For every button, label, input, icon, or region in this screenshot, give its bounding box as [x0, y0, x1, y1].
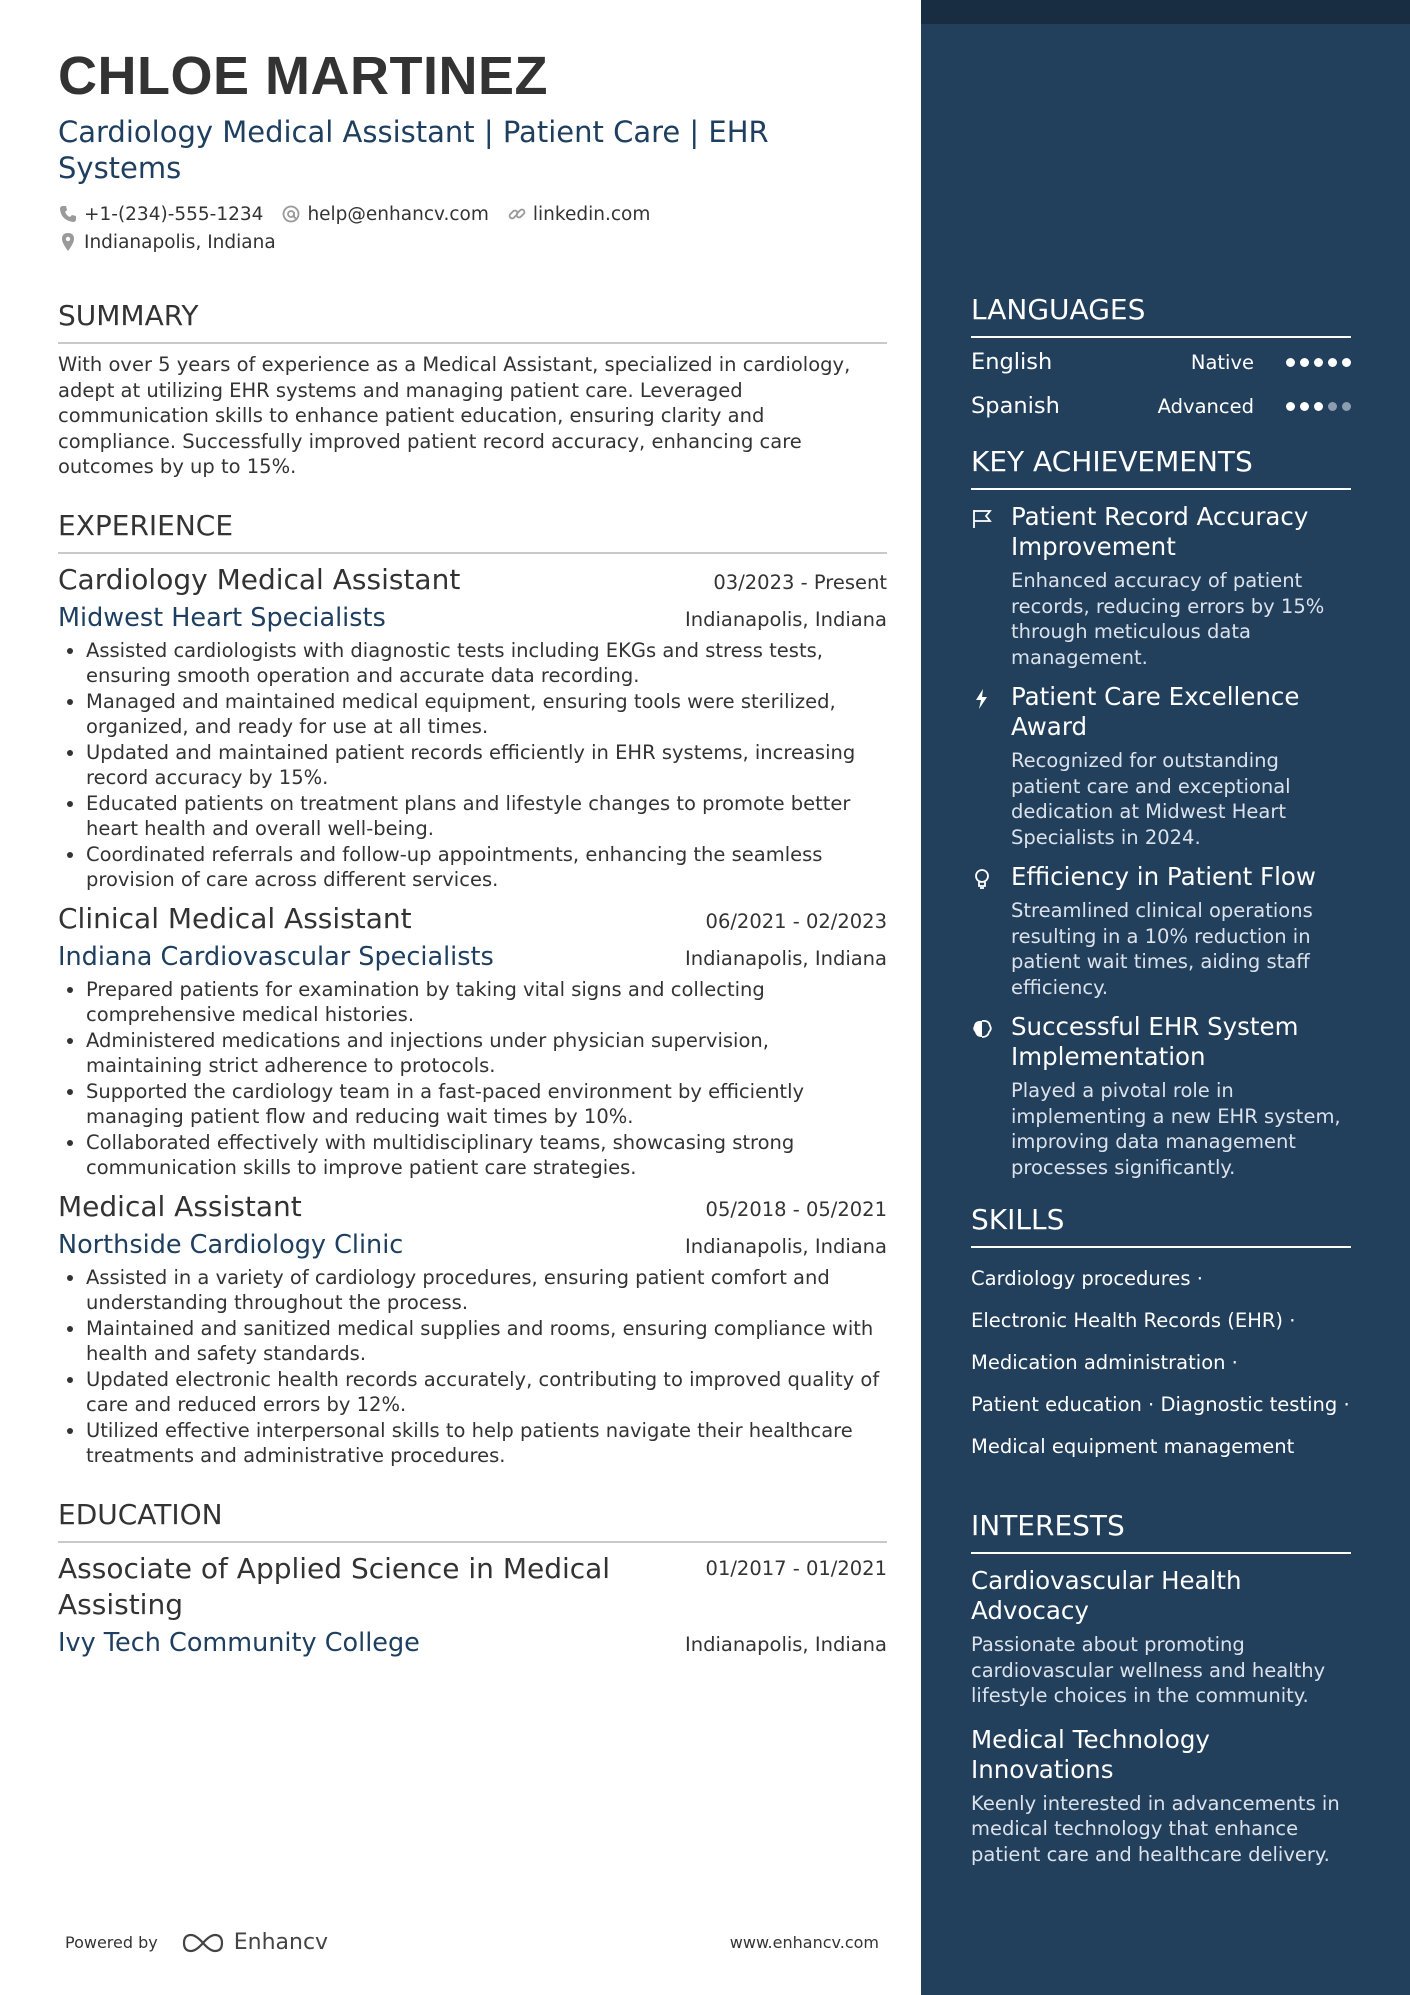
link-icon: [507, 204, 527, 224]
achievement-item: [971, 682, 1351, 850]
language-level: Native: [1190, 350, 1254, 374]
achievement-desc: Recognized for outstanding patient care and exceptional dedication at Midwest Heart Specialists in 2024.: [1011, 749, 1291, 849]
school-name: Ivy Tech Community College: [58, 1627, 420, 1658]
achievement-title: Patient Care Excellence Award: [1011, 682, 1300, 741]
job-entry: [58, 562, 887, 893]
achievement-desc: Streamlined clinical operations resulting in a 10% reduction in patient wait times, aiding staff efficiency.: [1011, 899, 1313, 999]
achievements-title: KEY ACHIEVEMENTS: [971, 444, 1351, 490]
interest-title: Medical Technology Innovations: [971, 1724, 1210, 1784]
rating-dot: [1300, 402, 1309, 411]
candidate-name: CHLOE MARTINEZ: [58, 46, 548, 106]
language-rating: [1286, 358, 1351, 367]
experience-title: EXPERIENCE: [58, 508, 887, 554]
skill-line: Cardiology procedures ·: [971, 1267, 1203, 1290]
bullet-item: • Assisted cardiologists with diagnostic tests including EKGs and stress tests, ensuring smooth operation and accurate data recording.: [86, 638, 887, 689]
rating-dot: [1328, 402, 1337, 411]
location-text: Indianapolis, Indiana: [84, 231, 276, 253]
education-dates: 01/2017 - 01/2021: [705, 1556, 887, 1580]
lightning-icon: [971, 688, 993, 710]
flag-icon: [971, 508, 993, 530]
achievement-item: [971, 1012, 1351, 1180]
language-level: Advanced: [1157, 394, 1254, 418]
sidebar-content: [971, 292, 1351, 1867]
skills-list: [971, 1258, 1351, 1468]
education-title: EDUCATION: [58, 1497, 887, 1543]
bullet-item: • Updated electronic health records accurately, contributing to improved quality of care and reduced errors by 12%.: [86, 1367, 887, 1418]
bullet-item: • Educated patients on treatment plans and lifestyle changes to promote better heart health and overall well-being.: [86, 791, 887, 842]
at-icon: [281, 204, 301, 224]
skill-line: Patient education · Diagnostic testing ·: [971, 1393, 1350, 1416]
language-row: [971, 384, 1351, 428]
email-contact[interactable]: [281, 204, 488, 225]
job-location: Indianapolis, Indiana: [684, 1234, 887, 1258]
bullet-item: • Updated and maintained patient records efficiently in EHR systems, increasing record accuracy by 15%.: [86, 740, 887, 791]
rating-dot: [1314, 358, 1323, 367]
summary-text: With over 5 years of experience as a Medical Assistant, specialized in cardiology, adept at utilizing EHR systems and managing patient care. Leveraged communication skills to enhance patient education, ensuring clarity and compliance. Successfully improved patient record accuracy, enhancing care outcomes by up to 15%.: [58, 353, 851, 478]
language-name: Spanish: [971, 393, 1060, 419]
rating-dot: [1328, 358, 1337, 367]
interest-desc: Keenly interested in advancements in medical technology that enhance patient care and healthcare delivery.: [971, 1791, 1340, 1866]
bullet-item: • Coordinated referrals and follow-up appointments, enhancing the seamless provision of care across different services.: [86, 842, 887, 893]
skill-line: Medication administration ·: [971, 1351, 1238, 1374]
language-name: English: [971, 349, 1053, 375]
language-rating: [1286, 402, 1351, 411]
skills-title: SKILLS: [971, 1202, 1351, 1248]
bullet-item: • Assisted in a variety of cardiology procedures, ensuring patient comfort and understanding throughout the process.: [86, 1265, 887, 1316]
company-name: Indiana Cardiovascular Specialists: [58, 941, 494, 972]
interest-desc: Passionate about promoting cardiovascular wellness and healthy lifestyle choices in the community.: [971, 1633, 1326, 1707]
job-dates: 06/2021 - 02/2023: [705, 909, 887, 933]
rating-dot: [1342, 358, 1351, 367]
job-bullets: [58, 638, 887, 893]
languages-title: LANGUAGES: [971, 292, 1351, 338]
interest-item: [971, 1725, 1351, 1868]
school-location: Indianapolis, Indiana: [684, 1632, 887, 1656]
brand-name: Enhancv: [233, 1930, 329, 1955]
rating-dot: [1300, 358, 1309, 367]
location-contact: [58, 232, 276, 253]
footer-url[interactable]: www.enhancv.com: [729, 1933, 879, 1952]
summary-section: [58, 298, 887, 480]
rating-dot: [1314, 402, 1323, 411]
achievement-desc: Enhanced accuracy of patient records, reducing errors by 15% through meticulous data management.: [1011, 569, 1325, 669]
lightbulb-icon: [971, 868, 993, 890]
company-name: Midwest Heart Specialists: [58, 602, 386, 633]
job-title: Clinical Medical Assistant: [58, 901, 412, 935]
job-entry: [58, 901, 887, 1181]
job-dates: 05/2018 - 05/2021: [705, 1197, 887, 1221]
email-text: help@enhancv.com: [307, 203, 489, 225]
achievement-title: Patient Record Accuracy Improvement: [1011, 502, 1309, 561]
job-location: Indianapolis, Indiana: [684, 607, 887, 631]
languages-list: [971, 340, 1351, 428]
achievement-title: Efficiency in Patient Flow: [1011, 862, 1316, 891]
achievement-item: [971, 502, 1351, 670]
contact-info: [58, 200, 887, 256]
job-entry: [58, 1189, 887, 1469]
degree-title: Associate of Applied Science in Medical Assisting: [58, 1551, 611, 1621]
achievement-desc: Played a pivotal role in implementing a new EHR system, improving data management processes significantly.: [1011, 1079, 1341, 1179]
bullet-item: • Maintained and sanitized medical supplies and rooms, ensuring compliance with health and safety standards.: [86, 1316, 887, 1367]
bullet-item: • Utilized effective interpersonal skills to help patients navigate their healthcare treatments and administrative procedures.: [86, 1418, 887, 1469]
experience-section: [58, 508, 887, 1469]
achievement-title: Successful EHR System Implementation: [1011, 1012, 1299, 1071]
rating-dot: [1342, 402, 1351, 411]
bullet-item: • Supported the cardiology team in a fast-paced environment by efficiently managing patient flow and reducing wait times by 10%.: [86, 1079, 887, 1130]
main-column: [58, 42, 887, 1659]
education-section: [58, 1497, 887, 1659]
powered-by-label: Powered by: [65, 1933, 158, 1952]
job-bullets: [58, 977, 887, 1181]
language-row: [971, 340, 1351, 384]
job-title: Cardiology Medical Assistant: [58, 562, 461, 596]
achievement-item: [971, 862, 1351, 1000]
bullet-item: • Collaborated effectively with multidisciplinary teams, showcasing strong communication skills to improve patient care strategies.: [86, 1130, 887, 1181]
bullet-item: • Prepared patients for examination by taking vital signs and collecting comprehensive medical histories.: [86, 977, 887, 1028]
phone-contact[interactable]: [58, 204, 263, 225]
enhancv-logo-icon: [180, 1931, 226, 1955]
job-title: Medical Assistant: [58, 1189, 302, 1223]
interests-title: INTERESTS: [971, 1508, 1351, 1554]
job-dates: 03/2023 - Present: [713, 570, 887, 594]
bullet-item: • Administered medications and injections under physician supervision, maintaining strict adherence to protocols.: [86, 1028, 887, 1079]
phone-icon: [58, 204, 78, 224]
linkedin-text: linkedin.com: [532, 203, 651, 225]
brain-icon: [971, 1018, 993, 1040]
job-bullets: [58, 1265, 887, 1469]
skill-line: Medical equipment management: [971, 1435, 1295, 1458]
location-pin-icon: [58, 232, 78, 252]
footer: [65, 1930, 879, 1955]
rating-dot: [1286, 358, 1295, 367]
job-location: Indianapolis, Indiana: [684, 946, 887, 970]
interest-item: [971, 1566, 1351, 1709]
interest-title: Cardiovascular Health Advocacy: [971, 1566, 1242, 1625]
bullet-item: • Managed and maintained medical equipment, ensuring tools were sterilized, organized, and ready for use at all times.: [86, 689, 887, 740]
rating-dot: [1286, 402, 1295, 411]
sidebar-top-band: [921, 0, 1410, 24]
phone-text: +1-(234)-555-1234: [84, 203, 264, 225]
skill-line: Electronic Health Records (EHR) ·: [971, 1309, 1296, 1332]
summary-title: SUMMARY: [58, 298, 887, 344]
company-name: Northside Cardiology Clinic: [58, 1229, 404, 1260]
linkedin-contact[interactable]: [507, 204, 650, 225]
enhancv-logo[interactable]: [180, 1930, 328, 1955]
headline: Cardiology Medical Assistant | Patient Care | EHR Systems: [58, 115, 769, 185]
